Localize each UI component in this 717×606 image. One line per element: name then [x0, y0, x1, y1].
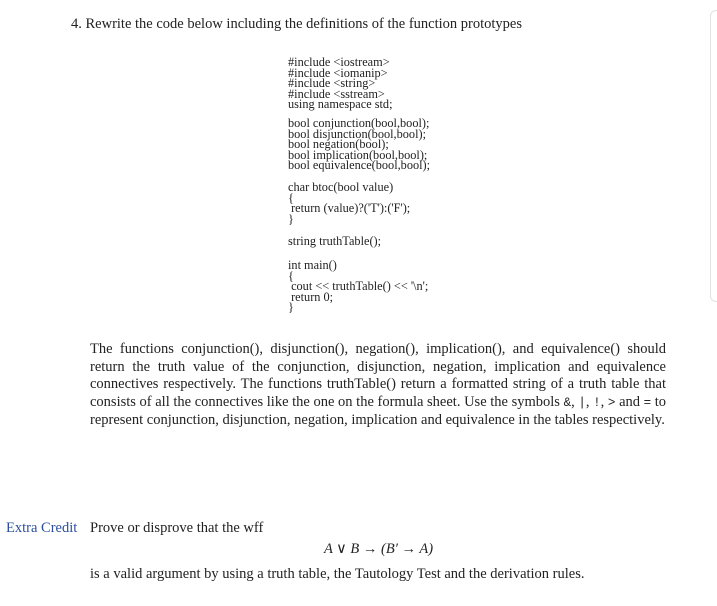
code-includes: #include <iostream> #include <iomanip> #include <string> #include <sstream> using namespace std;	[288, 55, 393, 112]
code-prototypes: bool conjunction(bool,bool); bool disjunction(bool,bool); bool negation(bool); bool implication(bool,bool); bool equivalence(bool,bool);	[288, 116, 431, 173]
fn-disjunction: disjunction()	[270, 341, 345, 357]
scrollbar-track[interactable]	[710, 10, 717, 302]
para-text: ,	[585, 393, 594, 410]
para-text: , and	[501, 341, 542, 357]
formula-text: A ∨ B → (B′ → A)	[323, 541, 434, 557]
fn-negation: negation()	[355, 341, 416, 357]
fn-truthtable: truthTable()	[326, 376, 396, 392]
question-title: 4. Rewrite the code below including the definitions of the function prototypes	[71, 16, 523, 32]
extra-credit-prompt: Prove or disprove that the wff	[90, 520, 264, 536]
code-main-function: int main() { cout << truthTable() << '\n'; return 0; }	[288, 258, 429, 315]
fn-equivalence: equivalence()	[541, 341, 620, 357]
extra-credit-closing: is a valid argument by using a truth table, the Tautology Test and the derivation rules.	[90, 566, 585, 582]
code-truthtable-prototype: string truthTable();	[288, 234, 382, 248]
instructions-paragraph	[90, 341, 666, 430]
para-text: ,	[415, 341, 427, 357]
para-text: The functions	[90, 341, 182, 357]
symbol-equiv: =	[643, 395, 652, 410]
para-text: ,	[571, 393, 579, 410]
wff-formula	[0, 541, 717, 558]
extra-credit-label: Extra Credit	[6, 520, 78, 536]
symbol-implies: >	[607, 395, 616, 410]
symbol-not: !	[593, 395, 601, 410]
para-text: and	[615, 393, 644, 410]
para-text: ,	[600, 393, 608, 410]
code-btoc-function: char btoc(bool value) { return (value)?('T'):('F'); }	[288, 180, 411, 226]
para-text: to represent conjunction, disjunction, negation, implication and equivalence in the tables respectively.	[90, 393, 667, 428]
para-text: ,	[344, 341, 356, 357]
fn-conjunction: conjunction()	[181, 341, 260, 357]
para-text: should return the truth value of the conjunction, disjunction, negation, implication and equivalence connectives respectively. The functions	[90, 341, 667, 392]
fn-implication: implication()	[426, 341, 502, 357]
symbol-and: &	[563, 395, 572, 410]
symbol-or: |	[578, 395, 586, 410]
para-text: return a formatted string of a truth table that consists of all the connectives like the one on the formula sheet. Use the symbols	[90, 376, 666, 410]
para-text: ,	[259, 341, 271, 357]
